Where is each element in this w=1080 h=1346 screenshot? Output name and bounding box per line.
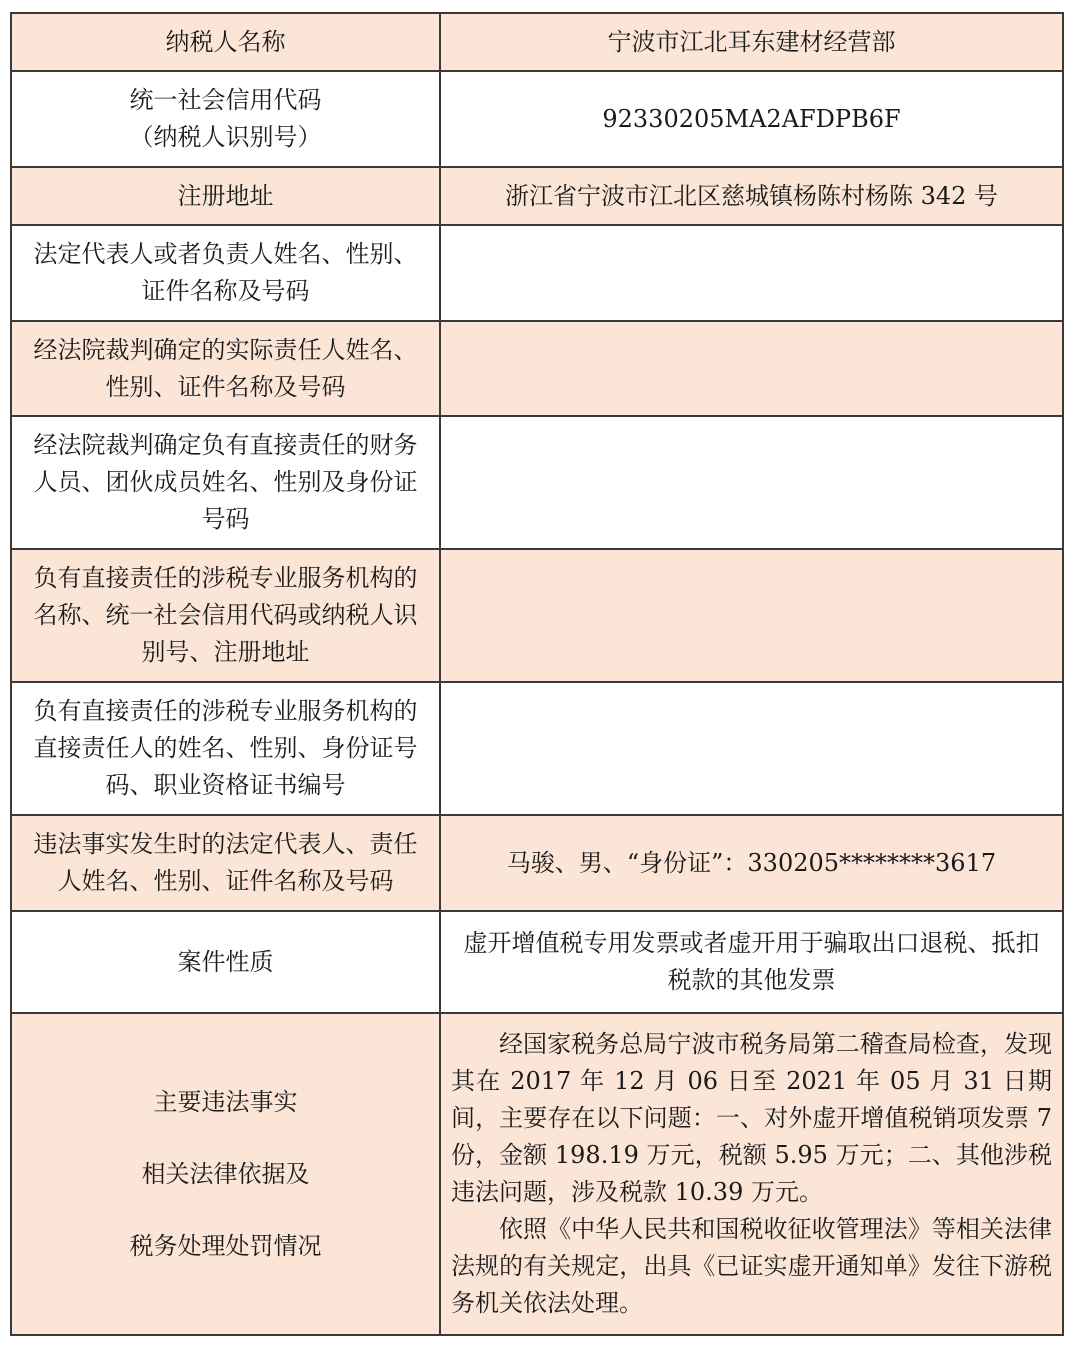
penalty-handling-label: 税务处理处罚情况 [129,1231,322,1260]
credit-code-value: 92330205MA2AFDPB6F [440,71,1063,167]
finance-staff-label: 经法院裁判确定负有直接责任的财务人员、团伙成员姓名、性别及身份证号码 [11,416,440,549]
table-row [11,321,1063,416]
credit-code-label-line2: （纳税人识别号） [129,123,322,151]
table-row [11,13,1063,71]
table-row [11,682,1063,815]
table-row [11,416,1063,549]
table-row [11,911,1063,1013]
registered-address-value: 浙江省宁波市江北区慈城镇杨陈村杨陈 342 号 [440,167,1063,225]
violation-facts-detail [440,1013,1063,1335]
actual-responsible-person-label: 经法院裁判确定的实际责任人姓名、性别、证件名称及号码 [11,321,440,416]
violation-facts-label [11,1013,440,1335]
case-nature-value: 虚开增值税专用发票或者虚开用于骗取出口退税、抵扣税款的其他发票 [440,911,1063,1013]
table-row [11,71,1063,167]
credit-code-label [11,71,440,167]
table-row [11,815,1063,911]
finance-staff-value [440,416,1063,549]
tax-violation-info-table [10,12,1064,1336]
credit-code-label-line1: 统一社会信用代码 [129,86,322,114]
responsible-person-at-violation-value: 马骏、男、“身份证”：330205********3617 [440,815,1063,911]
tax-agency-value [440,549,1063,682]
legal-representative-value [440,225,1063,321]
taxpayer-name-value: 宁波市江北耳东建材经营部 [440,13,1063,71]
table-row [11,167,1063,225]
legal-representative-label: 法定代表人或者负责人姓名、性别、证件名称及号码 [11,225,440,321]
main-violation-facts-label: 主要违法事实 [153,1087,298,1116]
legal-basis-paragraph: 依照《中华人民共和国税收征收管理法》等相关法律法规的有关规定，出具《已证实虚开通知单》发往下游税务机关依法处理。 [451,1215,1052,1317]
tax-agency-person-value [440,682,1063,815]
legal-basis-label: 相关法律依据及 [141,1159,310,1188]
table-row [11,549,1063,682]
registered-address-label: 注册地址 [11,167,440,225]
responsible-person-at-violation-label: 违法事实发生时的法定代表人、责任人姓名、性别、证件名称及号码 [11,815,440,911]
table-row [11,225,1063,321]
tax-agency-person-label: 负有直接责任的涉税专业服务机构的直接责任人的姓名、性别、身份证号码、职业资格证书编号 [11,682,440,815]
actual-responsible-person-value [440,321,1063,416]
taxpayer-name-label: 纳税人名称 [11,13,440,71]
tax-agency-label: 负有直接责任的涉税专业服务机构的名称、统一社会信用代码或纳税人识别号、注册地址 [11,549,440,682]
violation-facts-paragraph: 经国家税务总局宁波市税务局第二稽查局检查，发现其在 2017 年 12 月 06 日至 2021 年 05 月 31 日期间，主要存在以下问题：一、对外虚开增值税销项发票 7 份，金额 198.19 万元，税额 5.95 万元；二、其他涉税违法问题，涉及税款 10.39 万元。 [451,1030,1052,1206]
case-nature-label: 案件性质 [11,911,440,1013]
table-row [11,1013,1063,1335]
